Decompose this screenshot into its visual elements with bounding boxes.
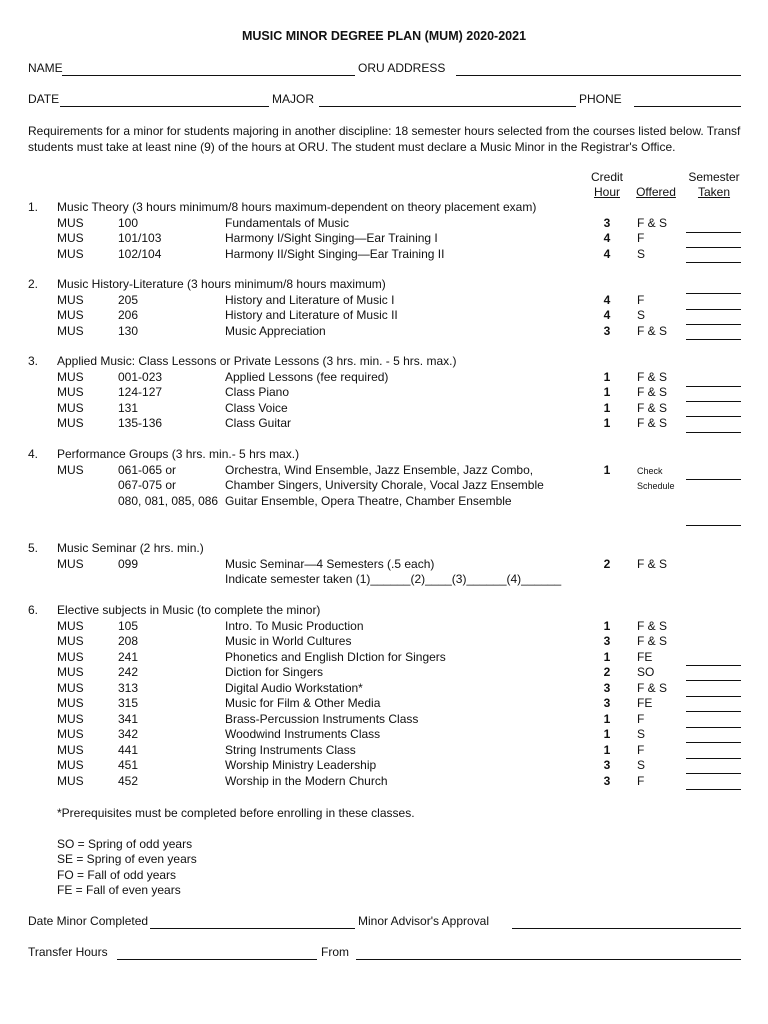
semester-taken-field[interactable] — [686, 665, 741, 666]
course-name: Class Guitar — [225, 416, 292, 430]
semester-header-line2: Taken — [697, 185, 731, 199]
semester-taken-field[interactable] — [686, 711, 741, 712]
credit-hours: 1 — [603, 369, 611, 384]
offered-term: F & S — [637, 556, 668, 571]
course-prefix: MUS — [57, 215, 84, 230]
course-prefix: MUS — [57, 649, 84, 664]
course-prefix: MUS — [57, 323, 84, 338]
course-row — [0, 557, 768, 573]
course-prefix: MUS — [57, 308, 84, 322]
legend-fo: FO = Fall of odd years — [57, 868, 177, 882]
semester-taken-field[interactable] — [686, 339, 741, 340]
offered-term: S — [637, 308, 646, 322]
course-name: Worship Ministry Leadership — [225, 758, 377, 772]
offered-term: F & S — [637, 215, 668, 230]
course-row — [0, 681, 768, 697]
course-row — [0, 494, 768, 510]
course-name: Intro. To Music Production — [225, 618, 364, 633]
section-number: 4. — [28, 447, 39, 461]
date-field[interactable] — [60, 106, 269, 107]
course-row — [0, 247, 768, 263]
section-number: 3. — [28, 354, 39, 368]
course-row — [0, 216, 768, 232]
course-prefix: MUS — [57, 742, 84, 757]
course-row — [0, 743, 768, 759]
course-row — [0, 619, 768, 635]
course-prefix: MUS — [57, 665, 84, 679]
course-name: Phonetics and English DIction for Singers — [225, 649, 446, 664]
course-number: 342 — [118, 727, 139, 741]
course-name: Music Seminar—4 Semesters (.5 each) — [225, 556, 435, 571]
credit-hours: 3 — [603, 323, 611, 338]
credit-hours: 1 — [603, 416, 611, 430]
semester-header-line1: Semester — [688, 170, 740, 184]
course-prefix: MUS — [57, 231, 84, 245]
credit-hours: 3 — [603, 696, 611, 710]
course-row — [0, 478, 768, 494]
course-number: 208 — [118, 634, 139, 648]
offered-term: S — [637, 246, 646, 261]
course-number: 451 — [118, 758, 139, 772]
from-label: From — [321, 945, 349, 959]
offered-term: F & S — [637, 416, 668, 430]
course-name: History and Literature of Music I — [225, 292, 395, 307]
credit-header-line2: Hour — [593, 185, 620, 199]
section-title: Music Theory (3 hours minimum/8 hours maximum-dependent on theory placement exam) — [57, 200, 537, 214]
course-prefix: MUS — [57, 416, 84, 430]
course-name: History and Literature of Music II — [225, 308, 398, 322]
offered-term: FE — [637, 696, 653, 710]
course-prefix: MUS — [57, 758, 84, 772]
course-number: 135-136 — [118, 416, 163, 430]
course-number: 061-065 or — [118, 462, 177, 477]
course-number: 241 — [118, 649, 139, 664]
offered-term: Schedule — [637, 481, 675, 491]
course-number: 099 — [118, 556, 139, 571]
course-name: Class Piano — [225, 385, 290, 399]
semester-taken-field[interactable] — [686, 309, 741, 310]
requirements-line-2: students must take at least nine (9) of the hours at ORU. The student must declare a Music Minor in the Registrar's Office. — [28, 140, 676, 154]
semester-taken-field[interactable] — [686, 247, 741, 248]
credit-hours: 1 — [603, 649, 611, 664]
course-row — [0, 650, 768, 666]
offered-term: F & S — [637, 400, 668, 415]
offered-term: F — [637, 711, 645, 726]
course-prefix: MUS — [57, 556, 84, 571]
course-number: 205 — [118, 292, 139, 307]
semester-taken-field[interactable] — [686, 262, 741, 263]
course-row — [0, 324, 768, 340]
legend-so: SO = Spring of odd years — [57, 837, 193, 851]
semester-taken-field[interactable] — [686, 680, 741, 681]
course-number: 313 — [118, 680, 139, 695]
requirements-line-1: Requirements for a minor for students majoring in another discipline: 18 semester hours selected from the courses listed below. Transf — [28, 124, 741, 138]
course-row — [0, 416, 768, 432]
credit-header-line1: Credit — [590, 170, 623, 184]
course-prefix: MUS — [57, 400, 84, 415]
course-prefix: MUS — [57, 696, 84, 710]
course-name: Orchestra, Wind Ensemble, Jazz Ensemble, Jazz Combo, — [225, 462, 534, 477]
course-row — [0, 634, 768, 650]
course-prefix: MUS — [57, 369, 84, 384]
course-name: Brass-Percussion Instruments Class — [225, 711, 419, 726]
semester-taken-field[interactable] — [686, 479, 741, 480]
oru-address-label: ORU ADDRESS — [358, 61, 446, 75]
course-number: 341 — [118, 711, 139, 726]
from-field[interactable] — [356, 959, 741, 960]
credit-hours: 4 — [603, 308, 611, 322]
course-name: Guitar Ensemble, Opera Theatre, Chamber Ensemble — [225, 493, 512, 508]
semester-taken-header — [686, 170, 742, 200]
course-prefix: MUS — [57, 773, 84, 788]
credit-hours: 3 — [603, 634, 611, 648]
course-number: 130 — [118, 323, 139, 338]
semester-taken-field[interactable] — [686, 525, 741, 526]
semester-taken-field[interactable] — [686, 432, 741, 433]
course-name: Harmony I/Sight Singing—Ear Training I — [225, 231, 438, 245]
course-number: 242 — [118, 665, 139, 679]
course-name: Fundamentals of Music — [225, 215, 350, 230]
course-row — [0, 727, 768, 743]
credit-hours: 3 — [603, 215, 611, 230]
course-prefix: MUS — [57, 634, 84, 648]
offered-term: F & S — [637, 369, 668, 384]
credit-hours: 1 — [603, 727, 611, 741]
prereq-note: *Prerequisites must be completed before enrolling in these classes. — [57, 806, 415, 820]
credit-hours: 1 — [603, 400, 611, 415]
offered-term: F & S — [637, 618, 668, 633]
course-prefix: MUS — [57, 711, 84, 726]
semester-taken-field[interactable] — [686, 789, 741, 790]
course-row — [0, 665, 768, 681]
offered-header — [632, 185, 680, 200]
course-number: 102/104 — [118, 246, 162, 261]
offered-term: S — [637, 727, 646, 741]
course-prefix: MUS — [57, 618, 84, 633]
advisor-approval-label: Minor Advisor's Approval — [358, 914, 490, 928]
course-name: Harmony II/Sight Singing—Ear Training II — [225, 246, 445, 261]
section-number: 1. — [28, 200, 39, 214]
course-number: 206 — [118, 308, 139, 322]
course-number: 100 — [118, 215, 139, 230]
course-number: 105 — [118, 618, 139, 633]
name-field[interactable] — [62, 75, 355, 76]
date-completed-label: Date Minor Completed — [28, 914, 149, 928]
course-number: 441 — [118, 742, 139, 757]
course-prefix: MUS — [57, 292, 84, 307]
course-name: Music for Film & Other Media — [225, 696, 381, 710]
course-row — [0, 572, 768, 588]
credit-hours: 2 — [603, 556, 611, 571]
semester-taken-field[interactable] — [686, 232, 741, 233]
course-name: Class Voice — [225, 400, 288, 415]
credit-hour-header — [586, 170, 628, 200]
course-name: Applied Lessons (fee required) — [225, 369, 389, 384]
credit-hours: 4 — [603, 231, 611, 245]
section-number: 6. — [28, 603, 39, 617]
offered-term: Check — [637, 465, 663, 476]
course-prefix: MUS — [57, 246, 84, 261]
semester-taken-field[interactable] — [686, 416, 741, 417]
semester-taken-field[interactable] — [686, 324, 741, 325]
course-row — [0, 712, 768, 728]
offered-term: F — [637, 231, 645, 245]
semester-taken-field[interactable] — [686, 773, 741, 774]
document-title: MUSIC MINOR DEGREE PLAN (MUM) 2020-2021 — [241, 29, 527, 43]
section-title: Elective subjects in Music (to complete the minor) — [57, 603, 321, 617]
advisor-approval-field[interactable] — [512, 928, 741, 929]
offered-term: F — [637, 742, 645, 757]
semester-taken-field[interactable] — [686, 293, 741, 294]
offered-header-label: Offered — [636, 185, 676, 199]
course-row — [0, 308, 768, 324]
credit-hours: 1 — [603, 462, 611, 477]
course-row — [0, 696, 768, 712]
semester-taken-field[interactable] — [686, 696, 741, 697]
course-name: Woodwind Instruments Class — [225, 727, 381, 741]
course-number: 101/103 — [118, 231, 162, 245]
semester-taken-field[interactable] — [686, 386, 741, 387]
offered-term: F — [637, 773, 645, 788]
course-number: 067-075 or — [118, 478, 177, 492]
offered-term: S — [637, 758, 646, 772]
credit-hours: 3 — [603, 680, 611, 695]
section-title: Applied Music: Class Lessons or Private Lessons (3 hrs. min. - 5 hrs. max.) — [57, 354, 457, 368]
section-title: Performance Groups (3 hrs. min.- 5 hrs max.) — [57, 447, 300, 461]
phone-label: PHONE — [579, 92, 622, 106]
semester-taken-field[interactable] — [686, 758, 741, 759]
course-name: String Instruments Class — [225, 742, 356, 757]
course-number: 315 — [118, 696, 139, 710]
course-number: 080, 081, 085, 086 — [118, 493, 219, 508]
name-label: NAME — [28, 61, 63, 75]
transfer-hours-label: Transfer Hours — [28, 945, 108, 959]
course-name: Worship in the Modern Church — [225, 773, 388, 788]
requirements-text — [28, 123, 768, 155]
course-row — [0, 774, 768, 790]
credit-hours: 3 — [603, 773, 611, 788]
course-row — [0, 463, 768, 479]
course-prefix: MUS — [57, 680, 84, 695]
course-row — [0, 231, 768, 247]
credit-hours: 4 — [603, 246, 611, 261]
section-number: 5. — [28, 541, 39, 555]
course-name: Diction for Singers — [225, 665, 324, 679]
offered-term: F & S — [637, 323, 668, 338]
offered-term: FE — [637, 649, 653, 664]
course-name: Music in World Cultures — [225, 634, 352, 648]
section-title: Music History-Literature (3 hours minimum/8 hours maximum) — [57, 277, 386, 291]
legend-fe: FE = Fall of even years — [57, 883, 181, 897]
date-completed-field[interactable] — [150, 928, 355, 929]
legend-se: SE = Spring of even years — [57, 852, 197, 866]
offered-term: F — [637, 292, 645, 307]
credit-hours: 3 — [603, 758, 611, 772]
semester-taken-field[interactable] — [686, 742, 741, 743]
course-number: 452 — [118, 773, 139, 788]
offered-term: SO — [637, 665, 655, 679]
credit-hours: 2 — [603, 665, 611, 679]
course-name: Digital Audio Workstation* — [225, 680, 363, 695]
course-number: 131 — [118, 400, 139, 415]
semester-taken-field[interactable] — [686, 401, 741, 402]
course-name: Chamber Singers, University Chorale, Vocal Jazz Ensemble — [225, 478, 544, 492]
course-prefix: MUS — [57, 462, 84, 477]
credit-hours: 1 — [603, 618, 611, 633]
course-name: Indicate semester taken (1)______(2)____(3)______(4)______ — [225, 572, 562, 586]
course-number: 124-127 — [118, 385, 163, 399]
course-prefix: MUS — [57, 727, 84, 741]
course-row — [0, 758, 768, 774]
course-row — [0, 385, 768, 401]
course-name: Music Appreciation — [225, 323, 326, 338]
course-row — [0, 293, 768, 309]
major-label: MAJOR — [272, 92, 314, 106]
course-row — [0, 370, 768, 386]
offered-term: F & S — [637, 680, 668, 695]
course-row — [0, 401, 768, 417]
transfer-hours-field[interactable] — [117, 959, 317, 960]
course-prefix: MUS — [57, 385, 84, 399]
section-title: Music Seminar (2 hrs. min.) — [57, 541, 204, 555]
credit-hours: 4 — [603, 292, 611, 307]
semester-taken-field[interactable] — [686, 727, 741, 728]
section-number: 2. — [28, 277, 39, 291]
credit-hours: 1 — [603, 711, 611, 726]
credit-hours: 1 — [603, 385, 611, 399]
oru-address-field[interactable] — [456, 75, 741, 76]
course-number: 001-023 — [118, 369, 163, 384]
credit-hours: 1 — [603, 742, 611, 757]
major-field[interactable] — [319, 106, 576, 107]
date-label: DATE — [28, 92, 60, 106]
phone-field[interactable] — [634, 106, 741, 107]
offered-term: F & S — [637, 385, 668, 399]
offered-term: F & S — [637, 634, 668, 648]
